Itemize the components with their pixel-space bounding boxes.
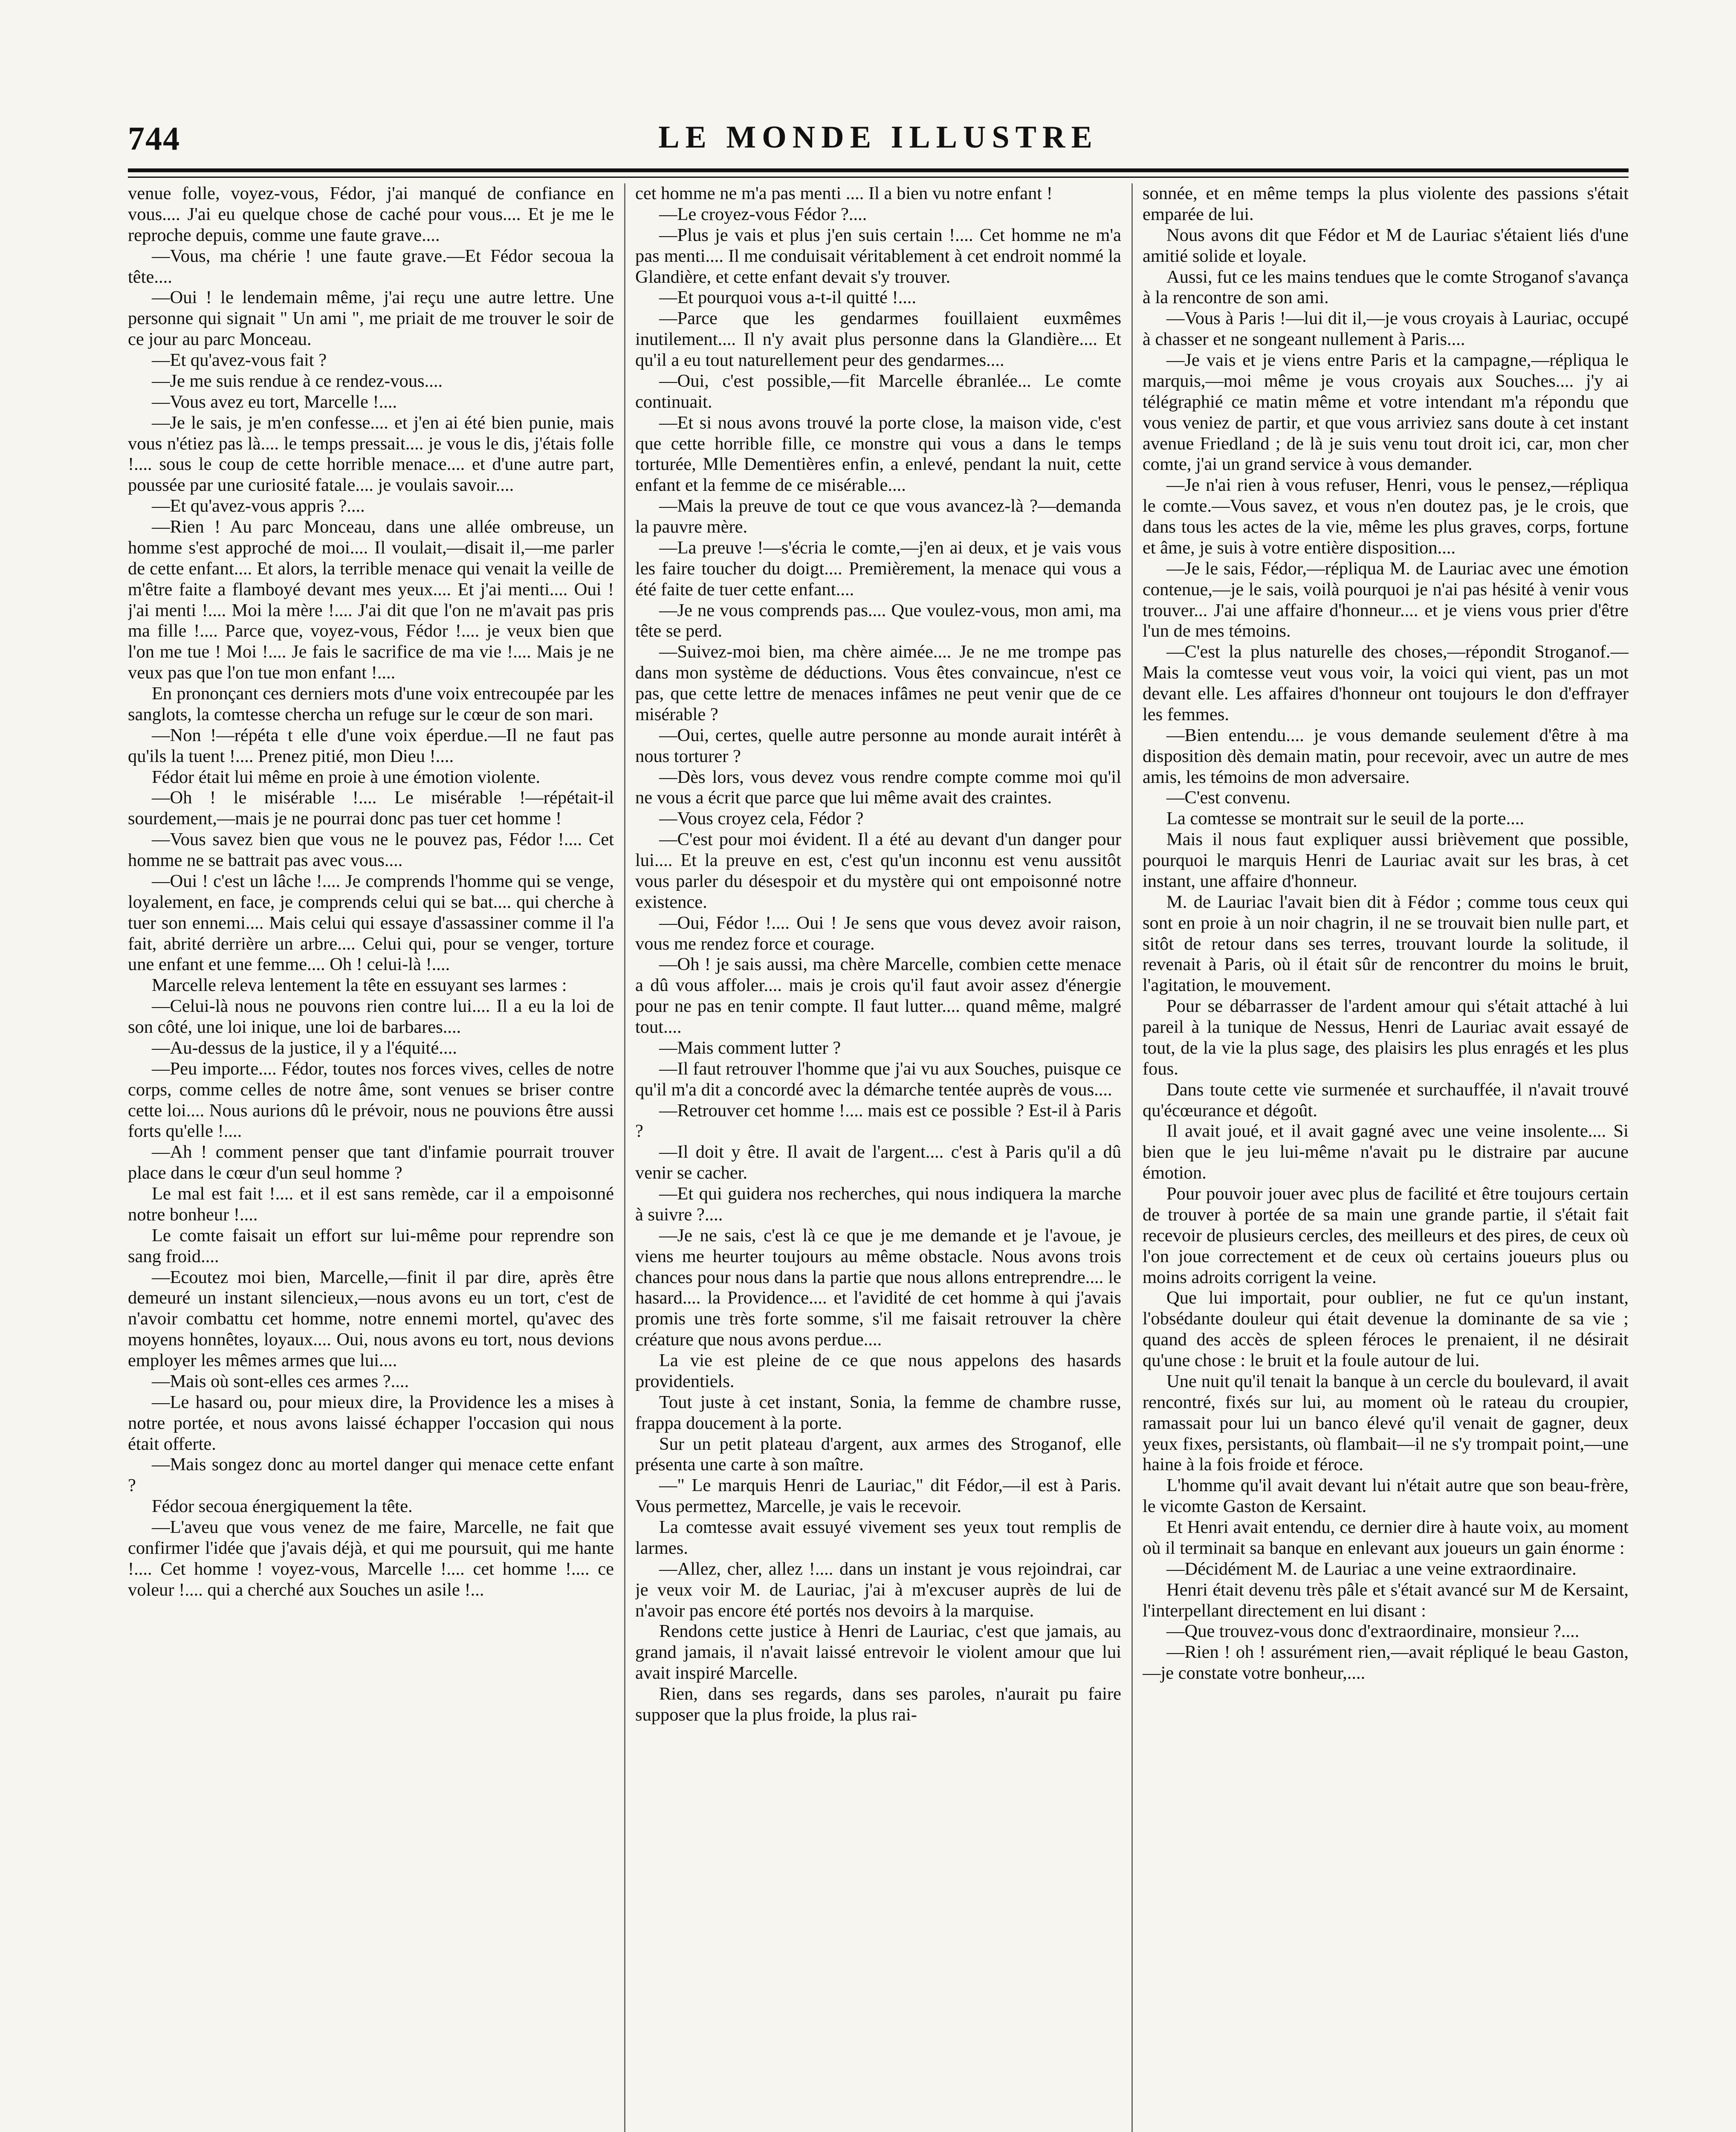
paragraph: —Je n'ai rien à vous refuser, Henri, vous le pensez,—répliqua le comte.—Vous savez, et vous n'en doutez pas, je le crois, que dans tous les actes de la vie, même les plus graves, corps, fortune et âme, je suis à votre entière disposition.... xyxy=(1143,475,1629,558)
paragraph: Mais il nous faut expliquer aussi brièvement que possible, pourquoi le marquis Henri de Lauriac avait sur les bras, à cet instant, une affaire d'honneur. xyxy=(1143,829,1629,891)
column-1 xyxy=(128,183,614,2132)
paragraph: —Peu importe.... Fédor, toutes nos forces vives, celles de notre corps, comme celles de notre âme, sont venues se briser contre cette loi.... Nous aurions dû le prévoir, nous ne pouvions être aussi forts qu'elle !.... xyxy=(128,1058,614,1141)
paragraph: Fédor était lui même en proie à une émotion violente. xyxy=(152,767,541,787)
paragraph: —Vous à Paris !—lui dit il,—je vous croyais à Lauriac, occupé à chasser et ne songeant nullement à Paris.... xyxy=(1143,308,1629,350)
paragraph: —C'est la plus naturelle des choses,—répondit Stroganof.—Mais la comtesse veut vous voir, la voici qui vient, pas un mot devant elle. Les affaires d'honneur ont toujours le don d'effrayer les femmes. xyxy=(1143,642,1629,724)
paragraph: Le mal est fait !.... et il est sans remède, car il a empoisonné notre bonheur !.... xyxy=(128,1184,614,1225)
paragraph: —Décidément M. de Lauriac a une veine extraordinaire. xyxy=(1166,1558,1577,1579)
paragraph: Fédor secoua énergiquement la tête. xyxy=(152,1496,413,1517)
paragraph: —Il faut retrouver l'homme que j'ai vu aux Souches, puisque ce qu'il m'a dit a concordé avec la démarche tentée auprès de vous.... xyxy=(635,1058,1121,1100)
page-number: 744 xyxy=(128,120,180,157)
paragraph: —Je ne sais, c'est là ce que je me demande et je l'avoue, je viens me heurter toujours au même obstacle. Nous avons trois chances pour nous dans la partie que nous allons entreprendre.... le hasard.... la Providence.... et l'avidité de cet homme à qui j'avais promis une très forte somme, s'il me faisait retrouver la chère créature que nous avons perdue.... xyxy=(635,1225,1121,1350)
paragraph: —Vous, ma chérie ! une faute grave.—Et Fédor secoua la tête.... xyxy=(128,246,614,287)
paragraph: —Rien ! Au parc Monceau, dans une allée ombreuse, un homme s'est approché de moi.... Il voulait,—disait il,—me parler de cette enfant.... Et alors, la terrible menace qui venait la veille de m'être faite a flamboyé devant mes yeux.... Et j'ai menti.... Oui ! j'ai menti !.... Moi la mère !.... J'ai dit que l'on ne m'avait pas pris ma fille !.... Parce que, voyez-vous, Fédor !.... je veux bien que l'on me tue ! Moi !.... Je fais le sacrifice de ma vie !.... Mais je ne veux pas que l'on tue mon enfant !.... xyxy=(128,517,614,683)
header-rule-thick xyxy=(128,168,1629,172)
paragraph: Une nuit qu'il tenait la banque à un cercle du boulevard, il avait rencontré, fixés sur lui, au moment où le rateau du croupier, ramassait pour lui un banco élevé qu'il venait de gagner, deux yeux fixes, persistants, où flambait—il ne s'y trompait point,—une haine à la fois froide et féroce. xyxy=(1143,1371,1629,1475)
paragraph: —Je me suis rendue à ce rendez-vous.... xyxy=(152,371,443,391)
paragraph: —Oui, c'est possible,—fit Marcelle ébranlée... Le comte continuait. xyxy=(635,371,1121,412)
paragraph: —Plus je vais et plus j'en suis certain !.... Cet homme ne m'a pas menti.... Il me conduisait véritablement à cet endroit nommé la Glandière, et cette enfant devait s'y trouver. xyxy=(635,225,1121,287)
paragraph: —Non !—répéta t elle d'une voix éperdue.—Il ne faut pas qu'ils la tuent !.... Prenez pitié, mon Dieu !.... xyxy=(128,725,614,766)
paragraph: —Je le sais, je m'en confesse.... et j'en ai été bien punie, mais vous n'étiez pas là.... le temps pressait.... je vous le dis, j'étais folle !.... sous le coup de cette horrible menace.... et d'une autre part, poussée par une curiosité fatale.... je voulais savoir.... xyxy=(128,412,614,495)
paragraph: Pour se débarrasser de l'ardent amour qui s'était attaché à lui pareil à la tunique de Nessus, Henri de Lauriac avait essayé de tout, de la vie la plus sage, des plaisirs les plus enragés et les plus fous. xyxy=(1143,996,1629,1079)
paragraph: Le comte faisait un effort sur lui-même pour reprendre son sang froid.... xyxy=(128,1225,614,1266)
paragraph: —Il doit y être. Il avait de l'argent.... c'est à Paris qu'il a dû venir se cacher. xyxy=(635,1142,1121,1183)
paragraph: Sur un petit plateau d'argent, aux armes des Stroganof, elle présenta une carte à son maître. xyxy=(635,1434,1121,1475)
paragraph: —Le hasard ou, pour mieux dire, la Providence les a mises à notre portée, et nous avons laissé échapper l'occasion qui nous était offerte. xyxy=(128,1392,614,1454)
column-2 xyxy=(635,183,1121,2132)
paragraph: —Au-dessus de la justice, il y a l'équité.... xyxy=(152,1037,457,1058)
paragraph: En prononçant ces derniers mots d'une voix entrecoupée par les sanglots, la comtesse chercha un refuge sur le cœur de son mari. xyxy=(128,684,614,724)
paragraph: La vie est pleine de ce que nous appelons des hasards providentiels. xyxy=(635,1350,1121,1391)
paragraph: —Je ne vous comprends pas.... Que voulez-vous, mon ami, ma tête se perd. xyxy=(635,600,1121,641)
text-columns xyxy=(128,183,1629,2132)
paragraph: La comtesse avait essuyé vivement ses yeux tout remplis de larmes. xyxy=(635,1517,1121,1558)
paragraph: —Que trouvez-vous donc d'extraordinaire, monsieur ?.... xyxy=(1166,1621,1580,1642)
paragraph: —Vous avez eu tort, Marcelle !.... xyxy=(152,391,397,412)
paragraph: —Parce que les gendarmes fouillaient euxmêmes inutilement.... Il n'y avait plus personne dans la Glandière.... Et qu'il a eu tout naturellement peur des gendarmes.... xyxy=(635,308,1121,370)
paragraph: Henri était devenu très pâle et s'était avancé sur M de Kersaint, l'interpellant directement en lui disant : xyxy=(1143,1579,1629,1621)
paragraph: sonnée, et en même temps la plus violente des passions s'était emparée de lui. xyxy=(1143,183,1629,224)
paragraph: —C'est convenu. xyxy=(1166,788,1290,808)
paragraph: —" Le marquis Henri de Lauriac," dit Fédor,—il est à Paris. Vous permettez, Marcelle, je vais le recevoir. xyxy=(635,1475,1121,1517)
column-divider xyxy=(624,183,625,2132)
paragraph: —Et si nous avons trouvé la porte close, la maison vide, c'est que cette horrible fille, ce monstre qui vous a dans le temps torturée, Mlle Dementières enfin, a enlevé, pendant la nuit, cette enfant et la femme de ce misérable.... xyxy=(635,412,1121,495)
paragraph: Marcelle releva lentement la tête en essuyant ses larmes : xyxy=(152,975,567,996)
paragraph: —Retrouver cet homme !.... mais est ce possible ? Est-il à Paris ? xyxy=(635,1100,1121,1141)
paragraph: —Je le sais, Fédor,—répliqua M. de Lauriac avec une émotion contenue,—je le sais, voilà pourquoi je n'ai pas hésité à venir vous trouver... J'ai une affaire d'honneur.... et je viens vous prier d'être l'un de mes témoins. xyxy=(1143,558,1629,641)
paragraph: —Suivez-moi bien, ma chère aimée.... Je ne me trompe pas dans mon système de déductions. Vous êtes convaincue, n'est ce pas, que cette lettre de menaces infâmes ne peut venir que de ce misérable ? xyxy=(635,642,1121,724)
paragraph: —Vous croyez cela, Fédor ? xyxy=(659,808,864,829)
paragraph: L'homme qu'il avait devant lui n'était autre que son beau-frère, le vicomte Gaston de Kersaint. xyxy=(1143,1475,1629,1517)
paragraph: —Et qu'avez-vous appris ?.... xyxy=(152,496,365,516)
paragraph: —Oui ! le lendemain même, j'ai reçu une autre lettre. Une personne qui signait " Un ami ", me priait de me trouver le soir de ce jour au parc Monceau. xyxy=(128,287,614,350)
paragraph: —Ecoutez moi bien, Marcelle,—finit il par dire, après être demeuré un instant silencieux,—nous avons eu un tort, c'est de n'avoir combattu cet homme, notre ennemi mortel, qu'avec des moyens honnêtes, loyaux.... Oui, nous avons eu tort, nous devions employer les mêmes armes que lui.... xyxy=(128,1267,614,1370)
header-rule-thin xyxy=(128,177,1629,178)
column-3 xyxy=(1143,183,1629,2132)
paragraph: —Bien entendu.... je vous demande seulement d'être à ma disposition dès demain matin, pour recevoir, avec un autre de mes amis, les témoins de mon adversaire. xyxy=(1143,725,1629,787)
paragraph: Que lui importait, pour oublier, ne fut ce qu'un instant, l'obsédante douleur qui était devenue la dominante de sa vie ; quand des accès de spleen féroces le prenaient, il ne désirait qu'une chose : le bruit et la foule autour de lui. xyxy=(1143,1288,1629,1370)
paragraph: —Mais comment lutter ? xyxy=(659,1037,841,1058)
paragraph: —Oh ! le misérable !.... Le misérable !—répétait-il sourdement,—mais je ne pourrai donc pas tuer cet homme ! xyxy=(128,788,614,829)
paragraph: —Vous savez bien que vous ne le pouvez pas, Fédor !.... Cet homme ne se battrait pas avec vous.... xyxy=(128,829,614,870)
paragraph: La comtesse se montrait sur le seuil de la porte.... xyxy=(1166,808,1525,829)
paragraph: —C'est pour moi évident. Il a été au devant d'un danger pour lui.... Et la preuve en est, c'est qu'un inconnu est venu aussitôt vous parler du désespoir et du mystère qui ont empoisonné notre existence. xyxy=(635,829,1121,912)
paragraph: Dans toute cette vie surmenée et surchauffée, il n'avait trouvé qu'écœurance et dégoût. xyxy=(1143,1079,1629,1121)
paragraph: —Je vais et je viens entre Paris et la campagne,—répliqua le marquis,—moi même je vous croyais aux Souches.... j'y ai télégraphié ce matin même et votre intendant m'a répondu que vous veniez de partir, et que vous arriviez sans doute à cet instant avenue Friedland ; de là je suis venu tout droit ici, car, mon cher comte, j'ai un grand service à vous demander. xyxy=(1143,350,1629,475)
paragraph: Et Henri avait entendu, ce dernier dire à haute voix, au moment où il terminait sa banque en enlevant aux joueurs un gain énorme : xyxy=(1143,1517,1629,1558)
paragraph: Il avait joué, et il avait gagné avec une veine insolente.... Si bien que le jeu lui-même n'avait pu le distraire par aucune émotion. xyxy=(1143,1121,1629,1183)
paragraph: cet homme ne m'a pas menti .... Il a bien vu notre enfant ! xyxy=(635,183,1053,203)
paragraph: venue folle, voyez-vous, Fédor, j'ai manqué de confiance en vous.... J'ai eu quelque chose de caché pour vous.... Et je me le reproche depuis, comme une faute grave.... xyxy=(128,183,614,245)
paragraph: —Rien ! oh ! assurément rien,—avait répliqué le beau Gaston,—je constate votre bonheur,.... xyxy=(1143,1642,1629,1683)
page-header xyxy=(128,119,1629,166)
journal-title: LE MONDE ILLUSTRE xyxy=(658,120,1098,155)
paragraph: M. de Lauriac l'avait bien dit à Fédor ; comme tous ceux qui sont en proie à un noir chagrin, il ne se trouvait bien nulle part, et sitôt de retour dans ses terres, trouvant lourde la solitude, il revenait à Paris, où il était sûr de rencontrer du moins le bruit, l'agitation, le mouvement. xyxy=(1143,892,1629,996)
paragraph: Aussi, fut ce les mains tendues que le comte Stroganof s'avança à la rencontre de son ami. xyxy=(1143,266,1629,308)
paragraph: Pour pouvoir jouer avec plus de facilité et être toujours certain de trouver à portée de sa main une grande partie, il s'était fait recevoir de plusieurs cercles, des meilleurs et des pires, de ceux où l'on joue correctement et de ceux où certains joueurs plus ou moins adroits corrigent la veine. xyxy=(1143,1184,1629,1287)
paragraph: —Oui, Fédor !.... Oui ! Je sens que vous devez avoir raison, vous me rendez force et courage. xyxy=(635,912,1121,954)
paragraph: —Allez, cher, allez !.... dans un instant je vous rejoindrai, car je veux voir M. de Lauriac, j'ai à m'excuser auprès de lui de n'avoir pas encore été portés nos devoirs à la marquise. xyxy=(635,1558,1121,1621)
paragraph: Rendons cette justice à Henri de Lauriac, c'est que jamais, au grand jamais, il n'avait laissé entrevoir le violent amour que lui avait inspiré Marcelle. xyxy=(635,1621,1121,1683)
paragraph: —Mais la preuve de tout ce que vous avancez-là ?—demanda la pauvre mère. xyxy=(635,496,1121,537)
paragraph: —Le croyez-vous Fédor ?.... xyxy=(659,204,867,224)
paragraph: Tout juste à cet instant, Sonia, la femme de chambre russe, frappa doucement à la porte. xyxy=(635,1392,1121,1433)
paragraph: —Et pourquoi vous a-t-il quitté !.... xyxy=(659,287,917,308)
paragraph: —Oui, certes, quelle autre personne au monde aurait intérêt à nous torturer ? xyxy=(635,725,1121,766)
paragraph: —La preuve !—s'écria le comte,—j'en ai deux, et je vais vous les faire toucher du doigt.... Premièrement, la menace qui vous a été faite de tuer cette enfant.... xyxy=(635,537,1121,600)
paragraph: —Dès lors, vous devez vous rendre compte comme moi qu'il ne vous a écrit que parce que lui même avait des craintes. xyxy=(635,767,1121,808)
paragraph: —Ah ! comment penser que tant d'infamie pourrait trouver place dans le cœur d'un seul homme ? xyxy=(128,1142,614,1183)
paragraph: Nous avons dit que Fédor et M de Lauriac s'étaient liés d'une amitié solide et loyale. xyxy=(1143,225,1629,266)
paragraph: Rien, dans ses regards, dans ses paroles, n'aurait pu faire supposer que la plus froide, la plus rai- xyxy=(635,1684,1121,1725)
column-divider xyxy=(1131,183,1133,2132)
paragraph: —Et qui guidera nos recherches, qui nous indiquera la marche à suivre ?.... xyxy=(635,1184,1121,1225)
paragraph: —Et qu'avez-vous fait ? xyxy=(152,350,327,370)
paragraph: —L'aveu que vous venez de me faire, Marcelle, ne fait que confirmer l'idée que j'avais déjà, et qui me poursuit, qui me hante !.... Cet homme ! voyez-vous, Marcelle !.... cet homme !.... ce voleur !.... qui a cherché aux Souches un asile !... xyxy=(128,1517,614,1600)
paragraph: —Celui-là nous ne pouvons rien contre lui.... Il a eu la loi de son côté, une loi inique, une loi de barbares.... xyxy=(128,996,614,1037)
paragraph: —Mais songez donc au mortel danger qui menace cette enfant ? xyxy=(128,1454,614,1496)
paragraph: —Oui ! c'est un lâche !.... Je comprends l'homme qui se venge, loyalement, en face, je comprends celui qui se bat.... qui cherche à tuer son ennemi.... Mais celui qui essaye d'assassiner comme il l'a fait, abrité derrière un arbre.... Celui qui, pour se venger, torture une enfant et une femme.... Oh ! celui-là !.... xyxy=(128,871,614,975)
paragraph: —Oh ! je sais aussi, ma chère Marcelle, combien cette menace a dû vous affoler.... mais je crois qu'il faut avoir assez d'énergie pour ne pas en tenir compte. Il faut lutter.... quand même, malgré tout.... xyxy=(635,954,1121,1037)
paragraph: —Mais où sont-elles ces armes ?.... xyxy=(152,1371,409,1391)
